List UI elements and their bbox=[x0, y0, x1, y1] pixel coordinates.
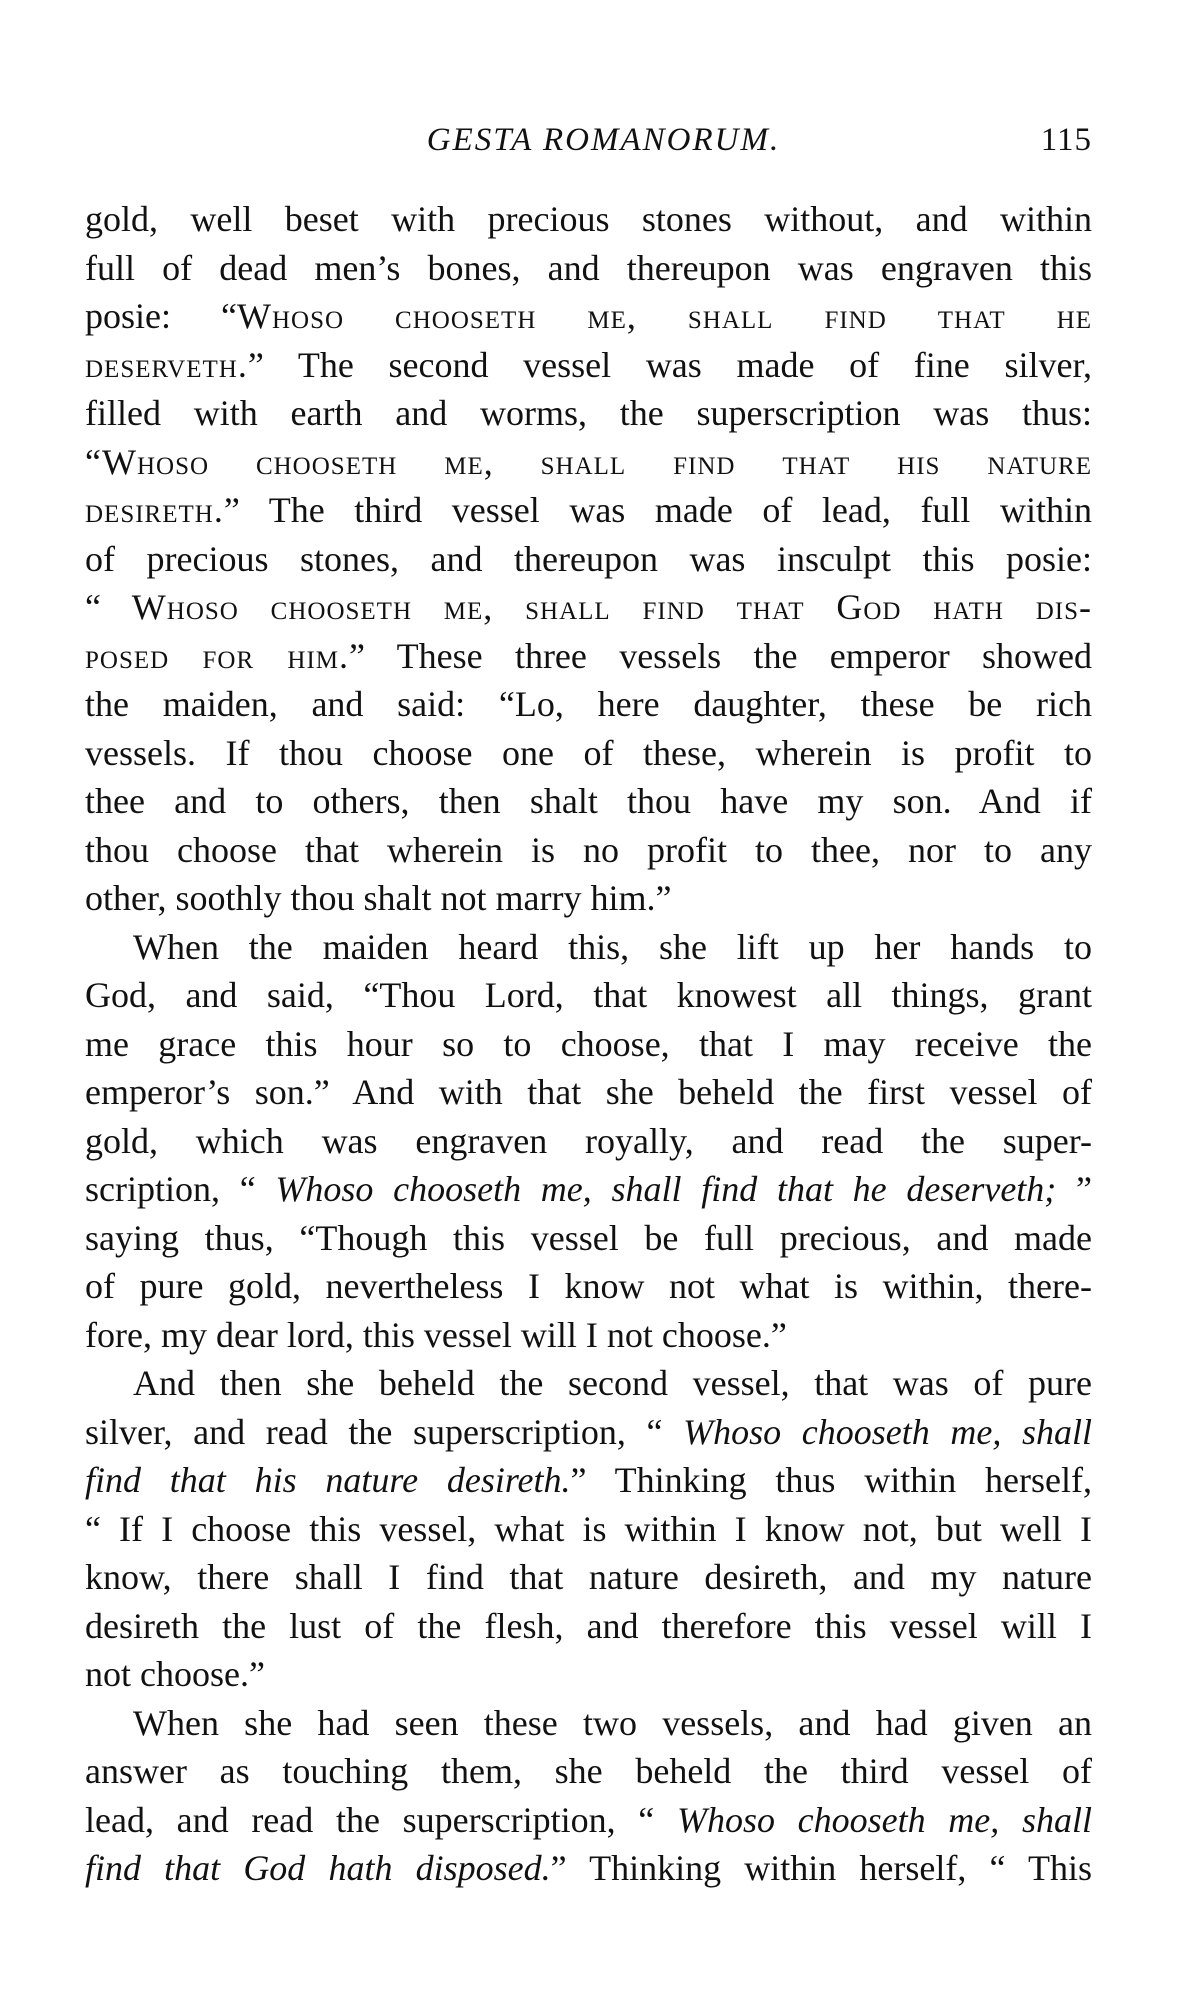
text-line bbox=[85, 1553, 1092, 1602]
page-number: 115 bbox=[1040, 122, 1092, 158]
text-segment: lead, and read the superscription, “ bbox=[85, 1799, 677, 1840]
small-caps-text: “Whoso chooseth me, shall find that his nature bbox=[85, 441, 1092, 482]
text-segment: the maiden, and said: “Lo, here daughter, these be rich bbox=[85, 684, 1092, 724]
text-line bbox=[85, 1408, 1092, 1457]
text-segment: posie: “ bbox=[85, 296, 237, 336]
text-line bbox=[85, 923, 1092, 972]
text-segment: ” Thinking within herself, “ This bbox=[550, 1848, 1092, 1888]
text-line bbox=[85, 1844, 1092, 1893]
text-line bbox=[85, 632, 1092, 681]
text-segment: vessels. If thou choose one of these, wherein is profit to bbox=[85, 732, 1092, 773]
text-segment: When the maiden heard this, she lift up her hands to bbox=[133, 926, 1092, 967]
text-line bbox=[85, 729, 1092, 778]
body-text bbox=[85, 195, 1092, 1893]
text-segment: When she had seen these two vessels, and had given an bbox=[133, 1702, 1092, 1743]
text-line bbox=[85, 195, 1092, 244]
italic-text: Whoso chooseth me, shall bbox=[683, 1411, 1092, 1452]
text-segment: full of dead men’s bones, and thereupon was engraven this bbox=[85, 247, 1092, 288]
small-caps-text: deserveth. bbox=[85, 344, 248, 385]
text-segment: ” bbox=[1056, 1169, 1092, 1209]
text-line bbox=[85, 1262, 1092, 1311]
italic-text: find that his nature desireth. bbox=[85, 1460, 571, 1500]
text-line bbox=[85, 1747, 1092, 1796]
text-segment: silver, and read the superscription, “ bbox=[85, 1411, 684, 1452]
text-line bbox=[85, 438, 1092, 487]
text-segment: saying thus, “Though this vessel be full precious, and made bbox=[85, 1217, 1092, 1258]
text-line bbox=[85, 1214, 1092, 1263]
text-line bbox=[85, 680, 1092, 729]
text-line bbox=[85, 1068, 1092, 1117]
text-segment: of pure gold, nevertheless I know not what is within, there- bbox=[85, 1266, 1092, 1306]
text-line bbox=[85, 1602, 1092, 1651]
text-segment: And then she beheld the second vessel, that was of pure bbox=[133, 1363, 1092, 1403]
italic-text: Whoso chooseth me, shall find that he deserveth; bbox=[275, 1169, 1057, 1209]
text-segment: “ bbox=[85, 587, 132, 627]
small-caps-text: Whoso chooseth me, shall find that he bbox=[236, 296, 1092, 336]
text-line bbox=[85, 874, 1092, 923]
text-segment: God, and said, “Thou Lord, that knowest all things, grant bbox=[85, 975, 1092, 1015]
text-segment: ” The second vessel was made of fine silver, bbox=[247, 344, 1092, 385]
small-caps-text: desireth. bbox=[85, 490, 224, 530]
text-segment: desireth the lust of the flesh, and therefore this vessel will I bbox=[85, 1605, 1092, 1646]
text-segment: of precious stones, and thereupon was insculpt this posie: bbox=[85, 538, 1092, 579]
text-line bbox=[85, 1650, 1092, 1699]
text-line bbox=[85, 389, 1092, 438]
page-header bbox=[85, 122, 1092, 170]
text-segment: ” The third vessel was made of lead, full within bbox=[223, 490, 1092, 530]
text-segment: gold, well beset with precious stones without, and within bbox=[85, 199, 1092, 239]
text-line bbox=[85, 1796, 1092, 1845]
small-caps-text: Whoso chooseth me, shall find that God hath dis- bbox=[131, 587, 1092, 627]
text-segment: ” These three vessels the emperor showed bbox=[349, 635, 1092, 676]
text-line bbox=[85, 1311, 1092, 1360]
italic-text: Whoso chooseth me, shall bbox=[676, 1799, 1092, 1840]
text-segment: other, soothly thou shalt not marry him.” bbox=[85, 878, 672, 918]
text-segment: thou choose that wherein is no profit to thee, nor to any bbox=[85, 829, 1092, 870]
text-line bbox=[85, 583, 1092, 632]
text-line bbox=[85, 826, 1092, 875]
text-line bbox=[85, 244, 1092, 293]
text-line bbox=[85, 971, 1092, 1020]
text-segment: gold, which was engraven royally, and read the super- bbox=[85, 1120, 1092, 1161]
text-segment: “ If I choose this vessel, what is within I know not, but well I bbox=[85, 1508, 1092, 1549]
text-segment: answer as touching them, she beheld the third vessel of bbox=[85, 1751, 1092, 1791]
text-segment: scription, “ bbox=[85, 1169, 276, 1209]
text-line bbox=[85, 341, 1092, 390]
text-line bbox=[85, 1505, 1092, 1554]
text-segment: thee and to others, then shalt thou have my son. And if bbox=[85, 781, 1092, 821]
text-segment: know, there shall I find that nature desireth, and my nature bbox=[85, 1557, 1092, 1597]
text-segment: emperor’s son.” And with that she beheld the first vessel of bbox=[85, 1072, 1092, 1112]
text-line bbox=[85, 1359, 1092, 1408]
text-segment: fore, my dear lord, this vessel will I not choose.” bbox=[85, 1314, 787, 1355]
text-line bbox=[85, 1117, 1092, 1166]
text-segment: not choose.” bbox=[85, 1654, 265, 1694]
text-line bbox=[85, 535, 1092, 584]
text-line bbox=[85, 1020, 1092, 1069]
text-line bbox=[85, 486, 1092, 535]
text-segment: ” Thinking thus within herself, bbox=[570, 1460, 1092, 1500]
text-line bbox=[85, 1699, 1092, 1748]
running-title: GESTA ROMANORUM. bbox=[426, 122, 781, 158]
small-caps-text: posed for him. bbox=[85, 635, 350, 676]
text-segment: filled with earth and worms, the superscription was thus: bbox=[85, 393, 1092, 433]
text-line bbox=[85, 777, 1092, 826]
italic-text: find that God hath disposed. bbox=[85, 1848, 551, 1888]
text-segment: me grace this hour so to choose, that I may receive the bbox=[85, 1023, 1092, 1064]
text-line bbox=[85, 1165, 1092, 1214]
text-line bbox=[85, 292, 1092, 341]
text-line bbox=[85, 1456, 1092, 1505]
